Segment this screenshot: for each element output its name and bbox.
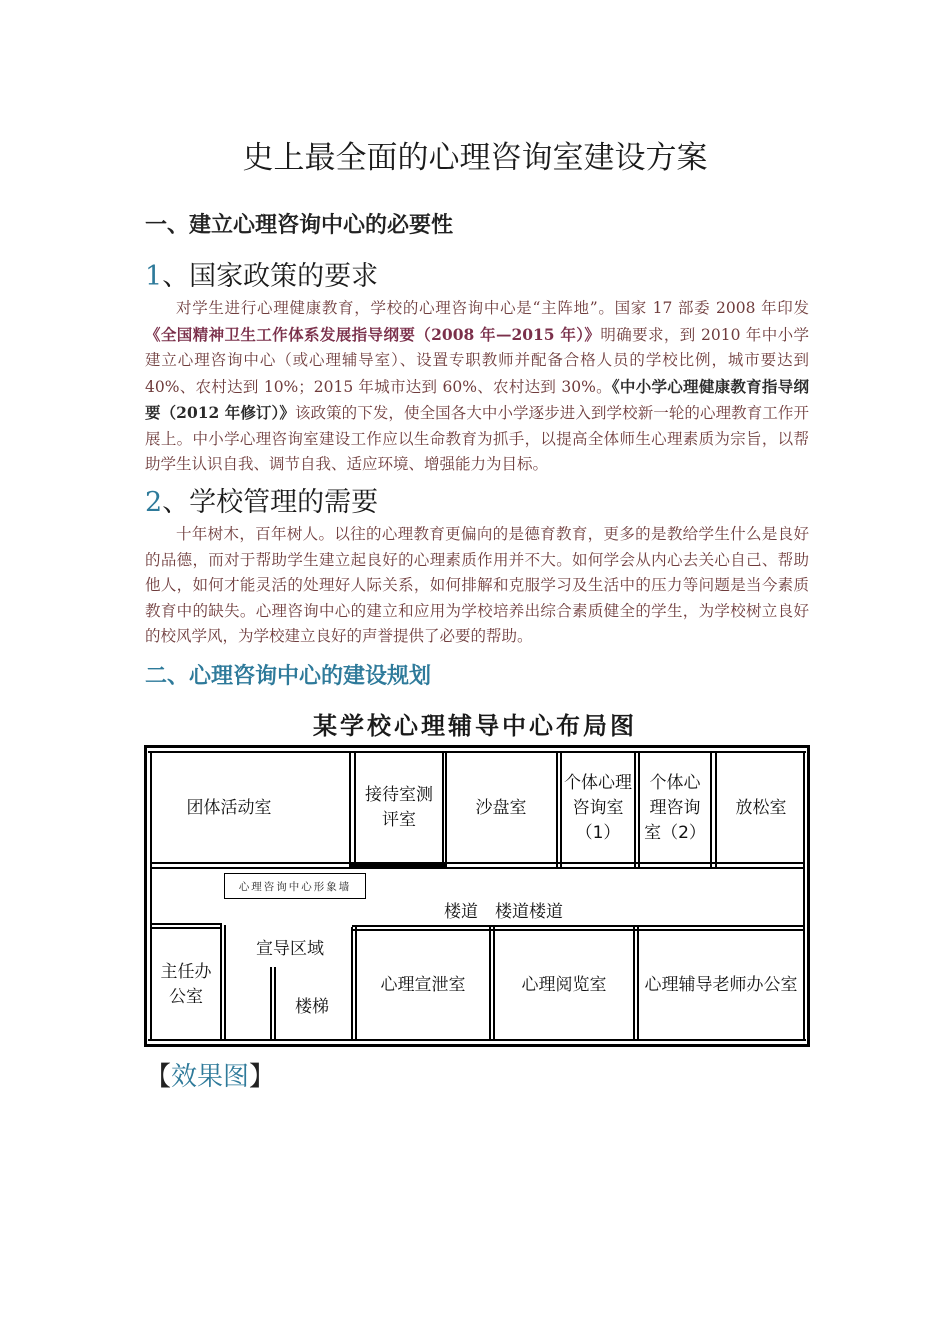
policy-paragraph	[145, 296, 809, 478]
room-individual-counseling-1: 个体心理咨询室（1）	[564, 772, 632, 843]
section-2-heading: 二、心理咨询中心的建设规划	[145, 663, 432, 689]
policy-text-c: 明确要求，到 2010 年中小学建立心理咨询中心（或心理辅导室）、设置专职教师并配备合格人员的学校比例，城市要达到 40%、农村达到 10%；2015 年城市达到 60%、农村达到 30%。	[145, 325, 809, 396]
area-stairs: 楼梯	[295, 996, 329, 1017]
management-paragraph: 十年树木，百年树人。以往的心理教育更偏向的是德育教育，更多的是教给学生什么是良好的品德，而对于帮助学生建立起良好的心理素质作用并不大。如何学会从内心去关心自己、帮助他人，如何才能灵活的处理好人际关系，如何排解和克服学习及生活中的压力等问题是当今素质教育中的缺失。心理咨询中心的建立和应用为学校培养出综合素质健全的学生，为学校树立良好的校风学风，为学校建立良好的声誉提供了必要的帮助。	[145, 525, 809, 645]
policy-document-2: 《中小学心理健康教育指导纲要（2012 年修订）》	[145, 376, 809, 422]
floor-plan	[144, 745, 810, 1047]
subsection-2-number: 2	[145, 487, 163, 518]
room-counselor-office: 心理辅导老师办公室	[644, 974, 798, 995]
policy-text-e: 该政策的下发，使全国各大中小学逐步进入到学校新一轮的心理教育工作开展上。中小学心理咨询室建设工作应以生命教育为抓手，以提高全体师生心理素质为宗旨，以帮助学生认识自我、调节自我、适应环境、增强能力为目标。	[145, 404, 809, 473]
page-title: 史上最全面的心理咨询室建设方案	[242, 140, 708, 176]
diagram-title: 某学校心理辅导中心布局图	[313, 711, 637, 740]
room-group-activity: 团体活动室	[186, 797, 272, 818]
subsection-1-heading	[145, 254, 378, 293]
room-relaxation: 放松室	[735, 797, 787, 818]
subsection-1-title: 、国家政策的要求	[162, 261, 379, 292]
room-reading: 心理阅览室	[521, 974, 607, 995]
room-individual-counseling-2: 个体心理咨询室（2）	[644, 772, 706, 843]
effect-heading	[145, 1056, 275, 1093]
area-promotion: 宣导区域	[256, 938, 324, 959]
effect-bracket-close: 】	[249, 1062, 276, 1092]
section-1-heading: 一、建立心理咨询中心的必要性	[145, 212, 454, 238]
corridor-label: 楼道 楼道楼道	[444, 901, 563, 922]
room-sandplay: 沙盘室	[475, 797, 527, 818]
image-wall-label: 心理咨询中心形象墙	[224, 873, 366, 899]
subsection-2-title: 、学校管理的需要	[162, 487, 379, 518]
effect-bracket-open: 【	[145, 1062, 172, 1092]
subsection-2-heading	[145, 480, 378, 519]
policy-text-a: 对学生进行心理健康教育，学校的心理咨询中心是“主阵地”。国家 17 部委 2008 年印发	[176, 299, 809, 317]
policy-document-1: 《全国精神卫生工作体系发展指导纲要（2008 年—2015 年）》	[145, 324, 601, 344]
room-venting: 心理宣泄室	[380, 974, 466, 995]
effect-label: 效果图	[171, 1062, 250, 1092]
subsection-1-number: 1	[145, 261, 163, 292]
room-reception-assessment: 接待室测评室	[365, 785, 433, 830]
room-director-office: 主任办公室	[160, 962, 212, 1007]
